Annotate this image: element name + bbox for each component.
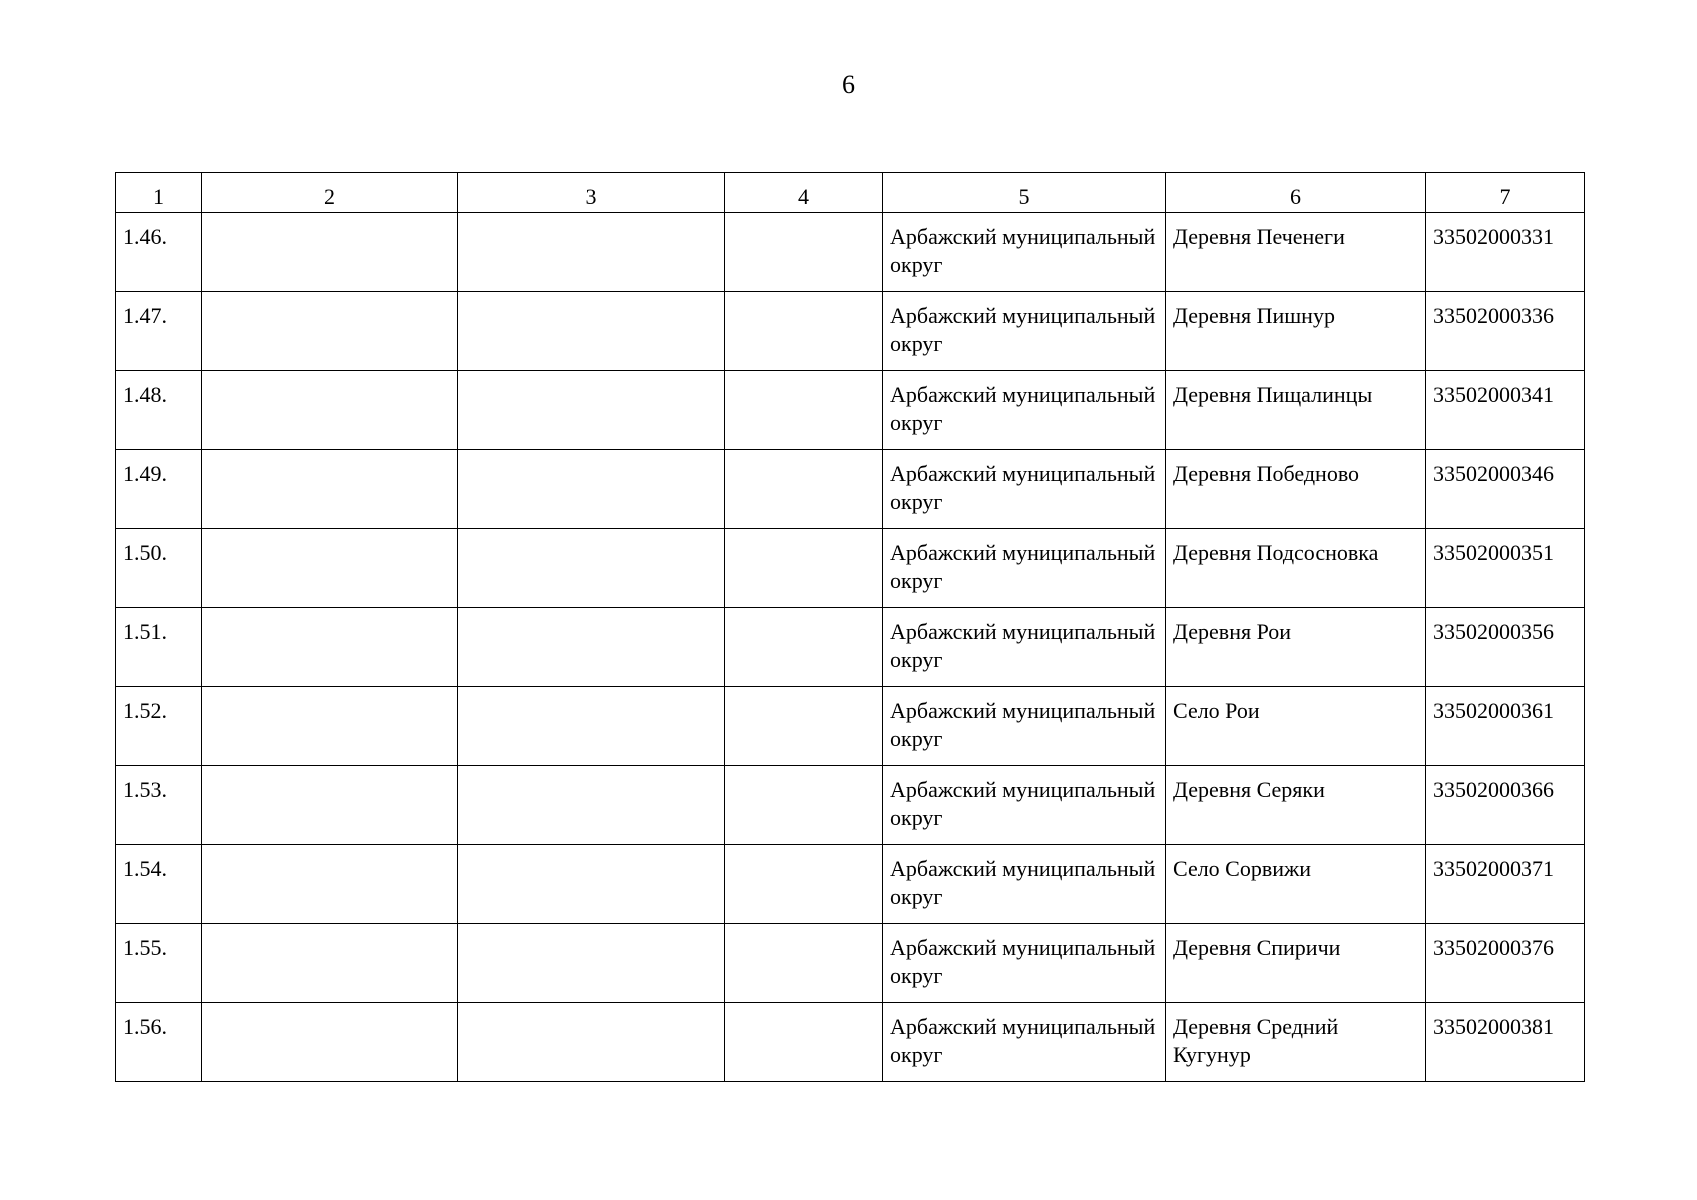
col2-cell (202, 687, 458, 766)
col3-cell (458, 924, 725, 1003)
page-number: 6 (842, 70, 855, 99)
settlement-name-cell: Деревня Пищалинцы (1166, 371, 1426, 450)
col3-cell (458, 292, 725, 371)
header-row (116, 173, 1585, 213)
table-row (116, 1003, 1585, 1082)
municipality-cell: Арбажский муниципальный округ (883, 924, 1166, 1003)
settlement-name-cell: Деревня Рои (1166, 608, 1426, 687)
row-number-cell: 1.48. (116, 371, 202, 450)
oktmo-code-cell: 33502000366 (1426, 766, 1585, 845)
header-cell: 6 (1166, 173, 1426, 213)
row-number-cell: 1.46. (116, 213, 202, 292)
municipality-cell: Арбажский муниципальный округ (883, 766, 1166, 845)
settlement-name-cell: Деревня Средний Кугунур (1166, 1003, 1426, 1082)
settlement-name-cell: Село Сорвижи (1166, 845, 1426, 924)
settlement-name-cell: Деревня Подсосновка (1166, 529, 1426, 608)
oktmo-code-cell: 33502000356 (1426, 608, 1585, 687)
oktmo-code-cell: 33502000351 (1426, 529, 1585, 608)
col3-cell (458, 687, 725, 766)
col3-cell (458, 766, 725, 845)
col4-cell (725, 213, 883, 292)
col3-cell (458, 1003, 725, 1082)
table-row (116, 687, 1585, 766)
table-row (116, 529, 1585, 608)
header-cell: 4 (725, 173, 883, 213)
table-row (116, 371, 1585, 450)
settlement-name-cell: Деревня Пишнур (1166, 292, 1426, 371)
header-cell: 5 (883, 173, 1166, 213)
col4-cell (725, 450, 883, 529)
col3-cell (458, 529, 725, 608)
header-cell: 7 (1426, 173, 1585, 213)
municipality-cell: Арбажский муниципальный округ (883, 687, 1166, 766)
oktmo-code-cell: 33502000361 (1426, 687, 1585, 766)
oktmo-code-cell: 33502000381 (1426, 1003, 1585, 1082)
col2-cell (202, 1003, 458, 1082)
table-row (116, 924, 1585, 1003)
municipality-cell: Арбажский муниципальный округ (883, 213, 1166, 292)
col3-cell (458, 608, 725, 687)
table-row (116, 292, 1585, 371)
municipality-cell: Арбажский муниципальный округ (883, 292, 1166, 371)
oktmo-code-cell: 33502000371 (1426, 845, 1585, 924)
col3-cell (458, 450, 725, 529)
header-cell: 2 (202, 173, 458, 213)
col2-cell (202, 608, 458, 687)
col3-cell (458, 371, 725, 450)
col2-cell (202, 766, 458, 845)
oktmo-code-cell: 33502000331 (1426, 213, 1585, 292)
municipality-cell: Арбажский муниципальный округ (883, 845, 1166, 924)
settlements-table (115, 172, 1585, 1082)
col2-cell (202, 845, 458, 924)
col4-cell (725, 292, 883, 371)
table-row (116, 845, 1585, 924)
oktmo-code-cell: 33502000336 (1426, 292, 1585, 371)
municipality-cell: Арбажский муниципальный округ (883, 608, 1166, 687)
col2-cell (202, 371, 458, 450)
settlement-name-cell: Деревня Спиричи (1166, 924, 1426, 1003)
settlement-name-cell: Деревня Печенеги (1166, 213, 1426, 292)
oktmo-code-cell: 33502000341 (1426, 371, 1585, 450)
col4-cell (725, 845, 883, 924)
row-number-cell: 1.49. (116, 450, 202, 529)
col4-cell (725, 529, 883, 608)
row-number-cell: 1.54. (116, 845, 202, 924)
table-row (116, 450, 1585, 529)
settlement-name-cell: Село Рои (1166, 687, 1426, 766)
municipality-cell: Арбажский муниципальный округ (883, 450, 1166, 529)
col2-cell (202, 924, 458, 1003)
table-row (116, 766, 1585, 845)
header-cell: 1 (116, 173, 202, 213)
municipality-cell: Арбажский муниципальный округ (883, 1003, 1166, 1082)
col4-cell (725, 687, 883, 766)
table-header (116, 173, 1585, 213)
oktmo-code-cell: 33502000376 (1426, 924, 1585, 1003)
settlement-name-cell: Деревня Победново (1166, 450, 1426, 529)
table-row (116, 213, 1585, 292)
row-number-cell: 1.51. (116, 608, 202, 687)
row-number-cell: 1.55. (116, 924, 202, 1003)
col2-cell (202, 213, 458, 292)
table-body (116, 213, 1585, 1082)
header-cell: 3 (458, 173, 725, 213)
col3-cell (458, 845, 725, 924)
row-number-cell: 1.52. (116, 687, 202, 766)
col4-cell (725, 924, 883, 1003)
row-number-cell: 1.50. (116, 529, 202, 608)
col2-cell (202, 450, 458, 529)
col3-cell (458, 213, 725, 292)
municipality-cell: Арбажский муниципальный округ (883, 529, 1166, 608)
col4-cell (725, 371, 883, 450)
col2-cell (202, 292, 458, 371)
row-number-cell: 1.53. (116, 766, 202, 845)
row-number-cell: 1.47. (116, 292, 202, 371)
row-number-cell: 1.56. (116, 1003, 202, 1082)
municipality-cell: Арбажский муниципальный округ (883, 371, 1166, 450)
oktmo-code-cell: 33502000346 (1426, 450, 1585, 529)
col4-cell (725, 766, 883, 845)
table-row (116, 608, 1585, 687)
settlement-name-cell: Деревня Серяки (1166, 766, 1426, 845)
col4-cell (725, 1003, 883, 1082)
col2-cell (202, 529, 458, 608)
col4-cell (725, 608, 883, 687)
